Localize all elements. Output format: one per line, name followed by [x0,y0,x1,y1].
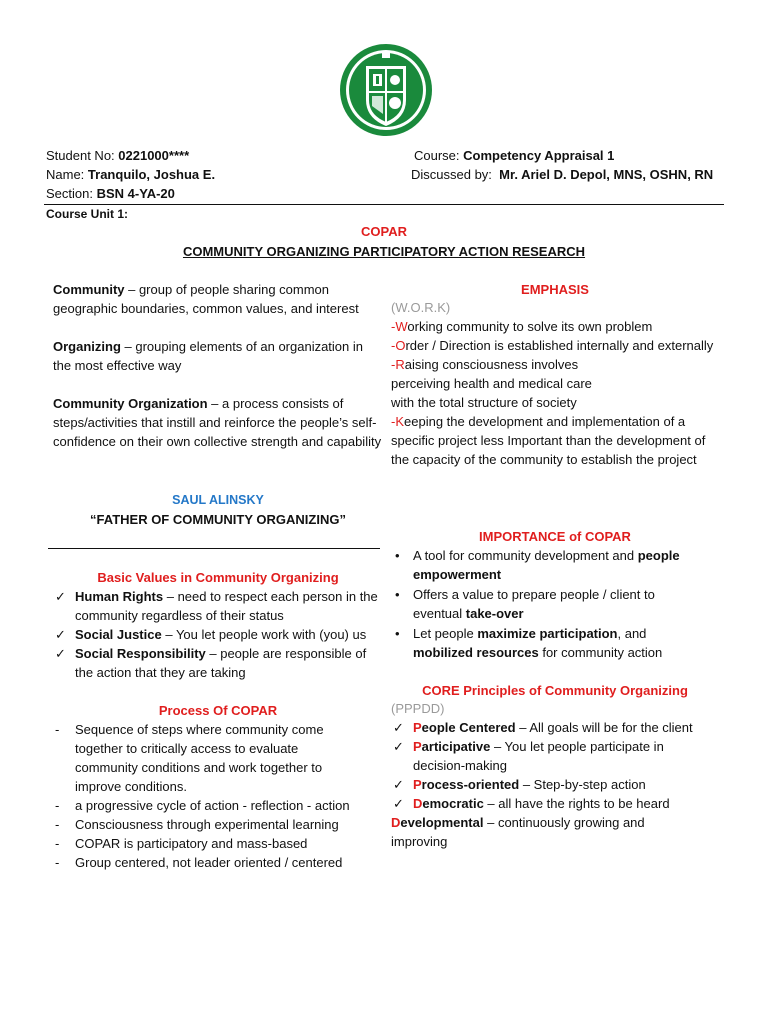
core-item [391,775,721,794]
bullet-dot: • [395,548,400,563]
def-text: – grouping elements of an organization in the most effective way [53,339,363,373]
process-item [53,815,353,834]
process-text: Consciousness through experimental learning [75,817,339,832]
discussed-line [411,165,713,184]
importance-bold: maximize participation [477,626,618,641]
bullet-dot: • [395,626,400,641]
emphasis-block [391,298,721,469]
check-icon: ✓ [55,589,66,604]
check-icon: ✓ [393,720,404,735]
def-text: – a process consists of steps/activities that instill and reinforce the people’s self-confidence on their own collective strength and capability [53,396,382,449]
course-unit: Course Unit 1: [46,207,129,221]
university-seal [338,42,434,138]
core-letter: P [413,739,422,754]
check-icon: ✓ [393,777,404,792]
emphasis-acronym: (W.O.R.K) [391,300,451,315]
emphasis-item [391,355,616,412]
importance-text: A tool for community development and [413,548,638,563]
core-item [391,794,721,813]
core-term: emocratic [422,796,484,811]
importance-bold: mobilized resources [413,645,539,660]
value-term: Social Responsibility [75,646,206,661]
importance-text: Offers a value to prepare people / client to eventual [413,587,655,621]
process-text: Sequence of steps where community come together to critically access to evaluate community conditions and work together to improve conditions. [75,722,324,794]
emphasis-dash: - [391,338,396,353]
emphasis-letter: K [395,414,405,429]
value-text: – You let people work with (you) us [161,627,367,642]
value-item [53,625,378,644]
process-item [53,834,353,853]
core-term: evelopmental [400,815,484,830]
alinsky-quote: “FATHER OF COMMUNITY ORGANIZING” [90,512,346,527]
emphasis-dash: - [391,357,396,372]
core-text: – All goals will be for the client [515,720,693,735]
core-list [391,718,721,813]
core-letter: D [391,815,401,830]
importance-item [391,585,703,623]
emphasis-dash: - [391,414,396,429]
value-text: – need to respect each person in the community regardless of their status [75,589,378,623]
importance-text: Let people [413,626,478,641]
discussed-label: Discussed by: [411,167,492,182]
core-item [391,737,703,775]
core-text: – all have the rights to be heard [483,796,670,811]
core-letter: D [413,796,423,811]
dash-bullet: - [55,798,60,813]
process-text: Group centered, not leader oriented / centered [75,855,343,870]
def-organizing [53,337,383,375]
emphasis-text: orking community to solve its own problem [407,319,653,334]
left-column [53,280,383,451]
process-text: COPAR is participatory and mass-based [75,836,308,851]
core-text: – Step-by-step action [519,777,646,792]
emphasis-dash: - [391,319,396,334]
section-value: BSN 4-YA-20 [96,186,175,201]
emphasis-letter: R [395,357,405,372]
dash-bullet: - [55,722,60,737]
def-text: – group of people sharing common geographic boundaries, common values, and interest [53,282,359,316]
core-text: – continuously growing and improving [391,815,645,849]
importance-item [391,546,703,584]
value-item [53,644,378,682]
process-heading: Process Of COPAR [158,703,278,718]
emphasis-text: aising consciousness involves perceiving health and medical care with the total structure of society [391,357,592,410]
core-acronym: (PPPDD) [391,701,445,716]
dash-bullet: - [55,817,60,832]
student-no-line [46,146,189,165]
section-line [46,184,175,203]
value-item [53,587,378,625]
check-icon: ✓ [55,646,66,661]
student-no-value: 0221000**** [118,148,190,163]
process-list [53,720,353,872]
def-community-organization [53,394,383,451]
student-no-label: Student No: [46,148,115,163]
core-last-item [391,813,681,851]
check-icon: ✓ [55,627,66,642]
emphasis-item [391,412,721,469]
check-icon: ✓ [393,796,404,811]
discussed-value: Mr. Ariel D. Depol, MNS, OSHN, RN [499,167,714,182]
core-item [391,718,721,737]
title-full: COMMUNITY ORGANIZING PARTICIPATORY ACTION RESEARCH [182,244,586,259]
emphasis-text: eeping the development and implementation of a specific project less Important than the development of the capacity of the community to establish the project [391,414,706,467]
importance-list [391,546,721,662]
emphasis-letter: O [395,338,406,353]
process-item [53,853,353,872]
value-text: – people are responsible of the action that they are taking [75,646,367,680]
def-community [53,280,383,318]
def-term: Organizing [53,339,121,354]
course-line [414,146,614,165]
def-term: Community Organization [53,396,208,411]
process-item [53,796,353,815]
def-term: Community [53,282,125,297]
emphasis-item [391,336,721,355]
emphasis-letter: W [395,319,408,334]
dash-bullet: - [55,855,60,870]
importance-text: for community action [538,645,663,660]
course-value: Competency Appraisal 1 [463,148,615,163]
name-value: Tranquilo, Joshua E. [87,167,216,182]
importance-text: , and [617,626,647,641]
importance-bold: people empowerment [413,548,680,582]
value-term: Human Rights [75,589,164,604]
core-text: – You let people participate in decision-making [413,739,664,773]
course-label: Course: [414,148,460,163]
importance-heading: IMPORTANCE of COPAR [479,529,631,544]
core-term: rocess-oriented [421,777,520,792]
title-short: COPAR [361,224,407,239]
core-heading: CORE Principles of Community Organizing [422,683,688,698]
emphasis-text: rder / Direction is established internally and externally [405,338,714,353]
name-line [46,165,215,184]
process-item [53,720,353,796]
bullet-dot: • [395,587,400,602]
core-term: articipative [421,739,491,754]
importance-item [391,624,703,662]
process-text: a progressive cycle of action - reflection - action [75,798,350,813]
core-letter: P [413,720,422,735]
check-icon: ✓ [393,739,404,754]
emphasis-item [391,317,721,336]
values-list [53,587,378,682]
dash-bullet: - [55,836,60,851]
core-term: eople Centered [421,720,516,735]
importance-bold: take-over [465,606,524,621]
header-divider [44,204,724,205]
core-letter: P [413,777,422,792]
alinsky-name: SAUL ALINSKY [172,493,264,507]
values-heading: Basic Values in Community Organizing [97,570,339,585]
value-term: Social Justice [75,627,162,642]
section-label: Section: [46,186,93,201]
emphasis-heading: EMPHASIS [521,282,589,297]
name-label: Name: [46,167,85,182]
left-divider [48,548,380,549]
